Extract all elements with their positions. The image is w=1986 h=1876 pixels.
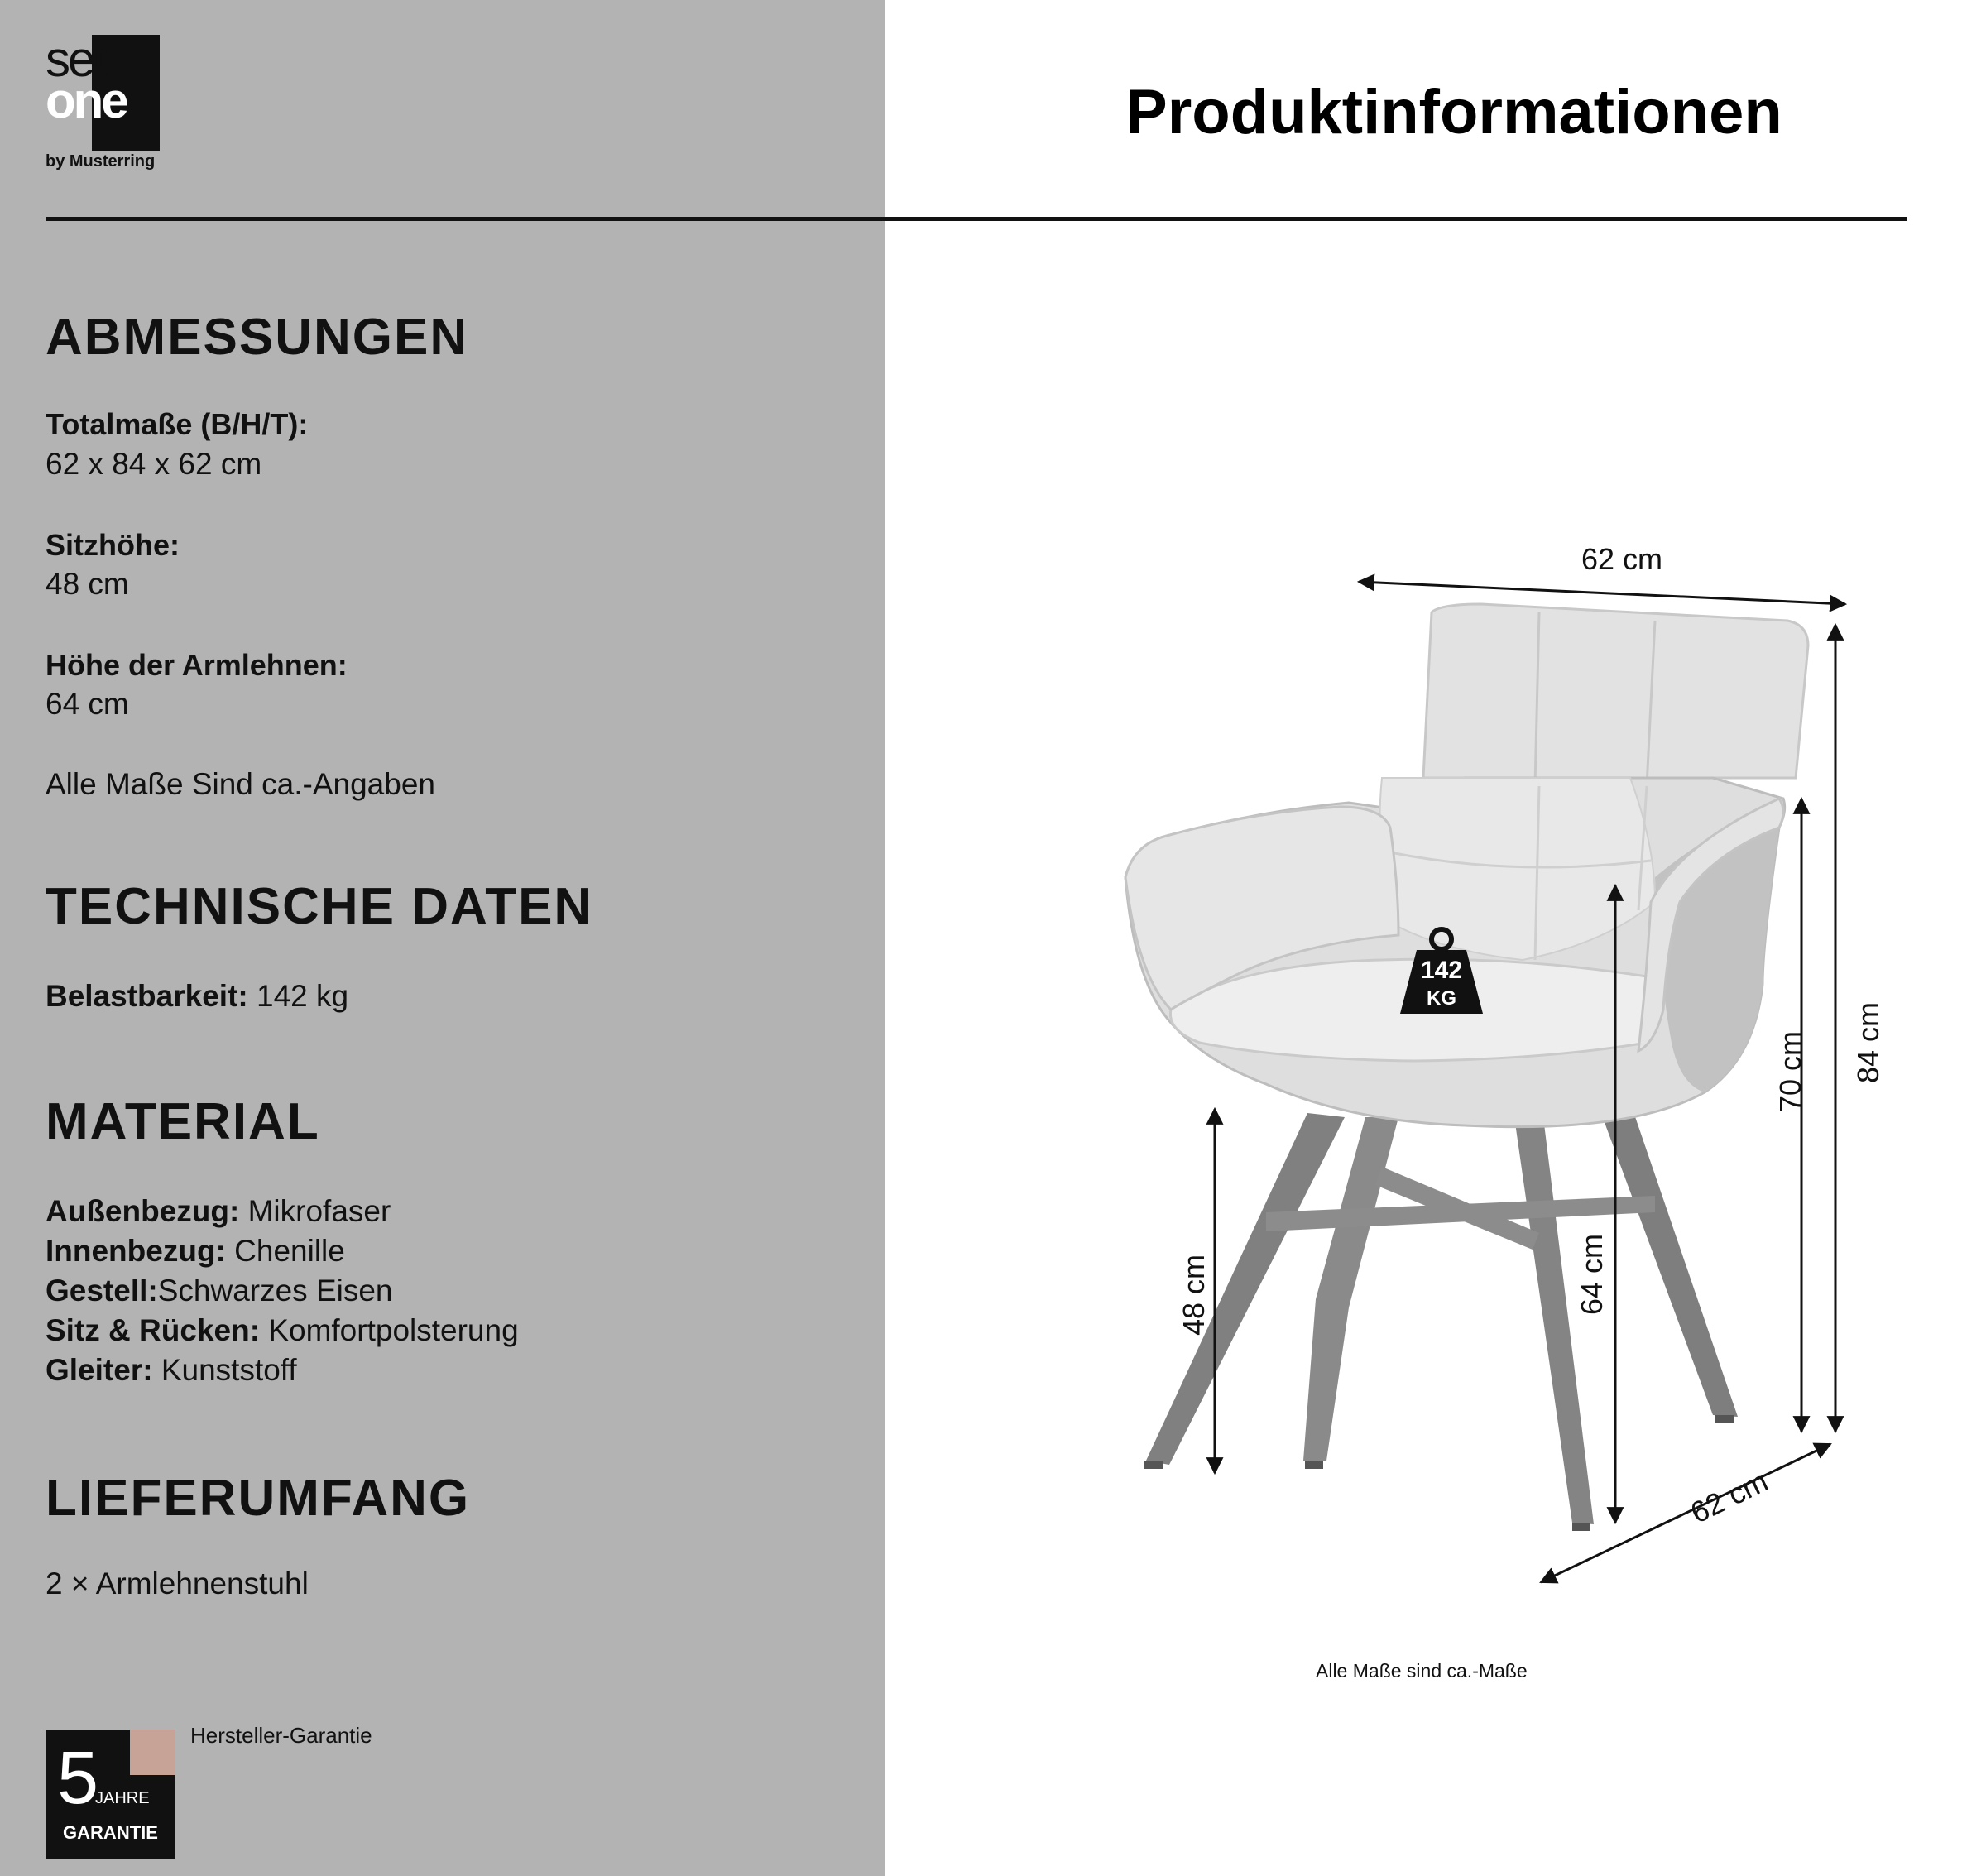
brand-logo: [46, 31, 160, 151]
load-capacity-row: [46, 979, 348, 1014]
material-value: Mikrofaser: [247, 1194, 391, 1228]
total-dimensions-value: 62 x 84 x 62 cm: [46, 447, 262, 481]
weight-unit: KG: [1427, 987, 1456, 1010]
chair-backrest: [1423, 604, 1808, 778]
weight-value: 142: [1420, 957, 1463, 984]
seat-height-label: 48 cm: [1177, 1254, 1211, 1336]
material-label: Gestell:: [46, 1274, 158, 1307]
chair-leg: [1597, 1102, 1738, 1417]
back-height-label: 70 cm: [1773, 1030, 1807, 1113]
depth-dimension-label: 62 cm: [1685, 1463, 1773, 1530]
seat-height-value: 48 cm: [46, 567, 129, 601]
total-dimensions-label: Totalmaße (B/H/T):: [46, 407, 309, 441]
material-heading: MATERIAL: [46, 1093, 320, 1150]
title-divider: [46, 217, 1907, 221]
material-label: Sitz & Rücken:: [46, 1313, 261, 1347]
dimensions-note: Alle Maße Sind ca.-Angaben: [46, 767, 435, 801]
seat-height-label: Sitzhöhe:: [46, 528, 180, 562]
armrest-height-value: 64 cm: [46, 687, 129, 721]
material-row: [46, 1353, 297, 1388]
material-row: [46, 1274, 393, 1308]
logo-subtitle: by Musterring: [46, 152, 156, 170]
total-height-label: 84 cm: [1851, 1001, 1885, 1084]
chair-illustration: [1125, 604, 1808, 1531]
page-title: Produktinformationen: [1125, 77, 1782, 147]
width-dimension-line: [1359, 582, 1845, 604]
armrest-height-label: 64 cm: [1575, 1233, 1609, 1316]
dimensions-heading: ABMESSUNGEN: [46, 309, 469, 366]
warranty-badge: [46, 1730, 175, 1859]
material-row: [46, 1194, 391, 1229]
material-value: Chenille: [234, 1234, 345, 1268]
material-row: [46, 1234, 345, 1269]
material-value: Kunststoff: [161, 1353, 297, 1387]
material-label: Gleiter:: [46, 1353, 153, 1387]
material-row: [46, 1313, 519, 1348]
delivery-heading: LIEFERUMFANG: [46, 1470, 471, 1527]
armrest-height-label: Höhe der Armlehnen:: [46, 648, 348, 682]
warranty-label: GARANTIE: [63, 1822, 158, 1843]
material-label: Innenbezug:: [46, 1234, 226, 1268]
logo-word-set: set: [46, 31, 105, 87]
warranty-accent: [130, 1730, 175, 1775]
logo-word-one: one: [46, 73, 127, 128]
load-capacity-value: 142 kg: [257, 979, 349, 1013]
load-capacity-label: Belastbarkeit:: [46, 979, 248, 1013]
material-value: Komfortpolsterung: [268, 1313, 519, 1347]
warranty-years: 5: [57, 1737, 99, 1820]
material-label: Außenbezug:: [46, 1194, 240, 1228]
chair-dimension-diagram: [885, 513, 1986, 1672]
warranty-unit: JAHRE: [95, 1789, 150, 1807]
width-dimension-label: 62 cm: [1581, 542, 1663, 576]
technical-heading: TECHNISCHE DATEN: [46, 878, 593, 935]
diagram-note: Alle Maße sind ca.-Maße: [1316, 1660, 1528, 1682]
delivery-content: 2 × Armlehnenstuhl: [46, 1567, 309, 1600]
warranty-caption: Hersteller-Garantie: [190, 1723, 372, 1748]
chair-leg: [1514, 1117, 1594, 1524]
material-value: Schwarzes Eisen: [157, 1274, 393, 1307]
